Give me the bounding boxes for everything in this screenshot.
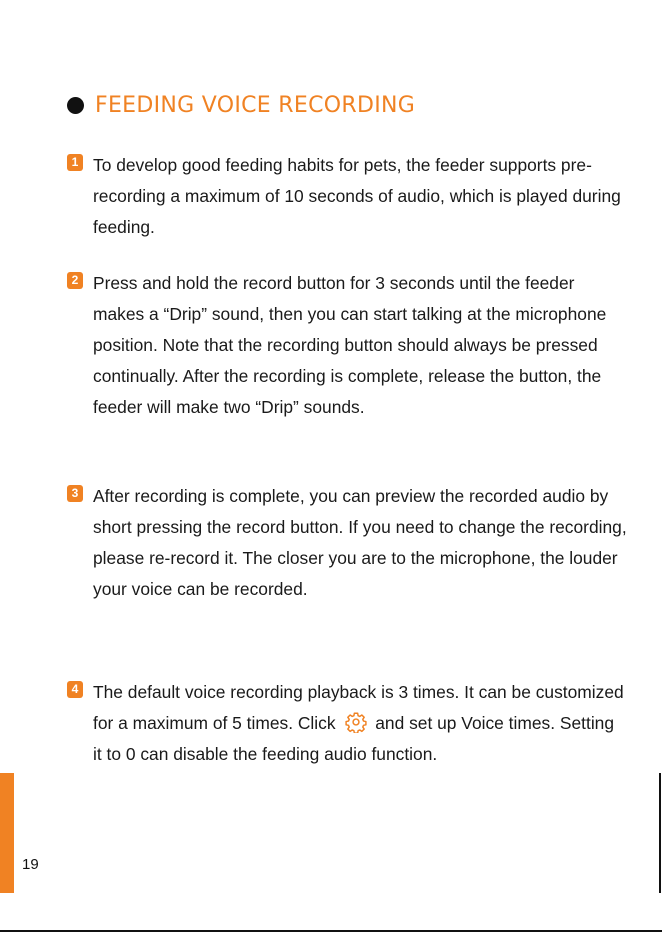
page-title: FEEDING VOICE RECORDING bbox=[95, 93, 416, 118]
step-item bbox=[67, 677, 627, 770]
step-item bbox=[67, 150, 627, 243]
step-text-after-icon: and set up Voice times. Setting it to 0 can disable the feeding audio function. bbox=[93, 713, 615, 764]
step-number-badge: 2 bbox=[67, 272, 83, 289]
page-number: 19 bbox=[22, 856, 39, 873]
step-text bbox=[93, 677, 627, 770]
step-text: After recording is complete, you can preview the recorded audio by short pressing the record button. If you need to change the recording, please re-record it. The closer you are to the microphone, the louder your voice can be recorded. bbox=[93, 486, 627, 599]
step-number-badge: 1 bbox=[67, 154, 83, 171]
step-number-badge: 4 bbox=[67, 681, 83, 698]
step-text: To develop good feeding habits for pets, the feeder supports pre-recording a maximum of 10 seconds of audio, which is played during feeding. bbox=[93, 155, 621, 237]
step-text-before-icon: The default voice recording playback is 3 times. It can be customized for a maximum of 5 times. Click bbox=[93, 682, 624, 733]
page-side-tab bbox=[0, 773, 14, 893]
step-number-badge: 3 bbox=[67, 485, 83, 502]
step-text: Press and hold the record button for 3 seconds until the feeder makes a “Drip” sound, then you can start talking at the microphone position. Note that the recording button should always be pressed continually. After the recording is complete, release the button, the feeder will make two “Drip” sounds. bbox=[93, 273, 607, 417]
bullet-dot-icon bbox=[67, 97, 84, 114]
right-edge-line bbox=[659, 773, 661, 893]
step-item bbox=[67, 481, 627, 605]
gear-icon bbox=[345, 711, 367, 733]
bottom-edge-line bbox=[0, 930, 662, 932]
section-heading bbox=[67, 93, 415, 118]
step-item bbox=[67, 268, 627, 423]
